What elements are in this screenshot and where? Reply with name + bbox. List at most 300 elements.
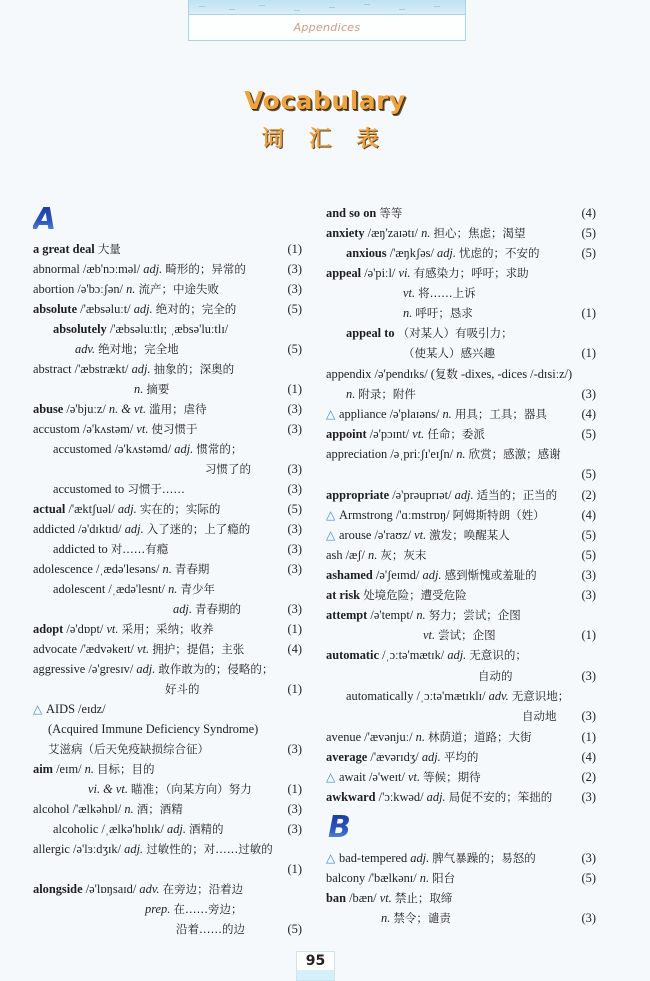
part-of-speech: n. <box>162 562 175 576</box>
chinese-definition: 实在的；实际的 <box>139 502 221 516</box>
part-of-speech: adj. <box>131 362 154 376</box>
vocabulary-entry <box>33 321 302 337</box>
chinese-definition: 禁令；谴责 <box>393 911 451 925</box>
unit-number: (4) <box>581 407 596 421</box>
unit-number: (4) <box>581 750 596 764</box>
chinese-definition: 青春期 <box>174 562 210 576</box>
part-of-speech: n. <box>124 802 137 816</box>
entry-segment: appreciation /əˌpriːʃɪ'eɪʃn/ <box>326 447 457 461</box>
chinese-definition: 艾滋病（后天免疫缺损综合征） <box>48 742 209 756</box>
part-of-speech: vi. <box>398 266 414 280</box>
entry-text <box>346 245 540 261</box>
chinese-definition: 脾气暴躁的；易怒的 <box>432 851 536 865</box>
headword: aim <box>33 762 57 776</box>
part-of-speech: adj. <box>143 262 166 276</box>
headword: attempt <box>326 608 371 622</box>
triangle-icon: △ <box>326 508 340 522</box>
part-of-speech: n. <box>346 387 359 401</box>
vocabulary-entry <box>33 281 302 297</box>
headword: automatic <box>326 648 383 662</box>
entry-segment: ash /æʃ/ <box>326 548 368 562</box>
entry-text <box>326 547 426 563</box>
vocabulary-entry <box>33 721 302 737</box>
entry-text <box>326 487 557 503</box>
entry-text <box>53 481 185 497</box>
chinese-definition: 对……有瘾 <box>110 542 169 556</box>
entry-text <box>33 881 243 897</box>
entry-text <box>134 381 169 397</box>
entry-text <box>326 205 402 221</box>
vocabulary-entry <box>326 769 596 785</box>
vocabulary-entry <box>33 601 302 617</box>
part-of-speech: n. <box>84 762 98 776</box>
part-of-speech: n. <box>456 447 469 461</box>
entry-segment: accustomed /ə'kʌstəmd/ <box>53 442 175 456</box>
page-number: 95 <box>305 953 326 969</box>
entry-text <box>403 345 495 361</box>
entry-text <box>33 801 183 817</box>
vocabulary-entry <box>33 701 302 717</box>
triangle-icon: △ <box>326 851 340 865</box>
chinese-definition: 好斗的 <box>165 682 200 696</box>
entry-text <box>33 361 234 377</box>
entry-text <box>75 341 179 357</box>
part-of-speech: adj. <box>422 568 445 582</box>
unit-number: (3) <box>287 402 302 416</box>
chinese-definition: 青春期的 <box>195 602 242 616</box>
entry-segment: await /ə'weɪt/ <box>339 770 409 784</box>
vocabulary-entry <box>326 466 596 482</box>
entry-text <box>326 587 467 603</box>
headword: absolutely <box>53 322 110 336</box>
chinese-definition: 尝试；企图 <box>438 628 496 642</box>
entry-segment: appendix /ə'pendɪks/ ( <box>326 367 435 381</box>
part-of-speech: vt. <box>412 427 428 441</box>
page-title: Vocabulary <box>244 86 406 115</box>
entry-segment: abnormal /æb'nɔːməl/ <box>33 262 144 276</box>
headword: awkward <box>326 790 379 804</box>
vocabulary-entry <box>326 305 596 321</box>
unit-number: (3) <box>581 851 596 865</box>
entry-segment: /'æktʃuəl/ <box>68 502 118 516</box>
entry-segment: /ə'dɒpt/ <box>66 622 107 636</box>
entry-segment: aggressive /ə'gresɪv/ <box>33 662 137 676</box>
unit-number: (5) <box>287 342 302 356</box>
entry-text <box>48 741 209 757</box>
vocabulary-entry <box>326 507 596 523</box>
entry-text <box>145 901 242 917</box>
chinese-definition: 灰；灰末 <box>380 548 427 562</box>
chinese-definition: 抽象的；深奥的 <box>153 362 235 376</box>
entry-segment: automatically /ˌɔːtə'mætɪklɪ/ <box>346 689 489 703</box>
section-label: Appendices <box>293 21 361 34</box>
unit-number: (5) <box>581 226 596 240</box>
chinese-definition: 在……旁边； <box>173 902 243 916</box>
vocabulary-entry <box>326 607 596 623</box>
unit-number: (3) <box>287 822 302 836</box>
part-of-speech: adj. <box>117 502 140 516</box>
unit-number: (5) <box>287 302 302 316</box>
entry-text <box>326 769 481 785</box>
chinese-definition: 努力；尝试；企图 <box>428 608 521 622</box>
entry-segment: /ə'prəuprɪət/ <box>392 488 455 502</box>
headword: appropriate <box>326 488 393 502</box>
entry-text <box>522 708 557 724</box>
headword: ban <box>326 891 350 905</box>
vocabulary-entry <box>33 341 302 357</box>
chinese-definition: 入了迷的；上了瘾的 <box>146 522 251 536</box>
vocabulary-entry <box>326 890 596 906</box>
vocabulary-entry <box>326 345 596 361</box>
part-of-speech: vi. & vt. <box>88 782 132 796</box>
unit-number: (5) <box>581 467 596 481</box>
vocabulary-entry <box>33 541 302 557</box>
appendices-header <box>188 0 466 41</box>
chinese-definition: 自动地 <box>522 709 557 723</box>
part-of-speech: n. & vt. <box>108 402 150 416</box>
triangle-icon: △ <box>326 770 340 784</box>
chinese-definition: 局促不安的；笨拙的 <box>448 790 553 804</box>
part-of-speech: n. <box>381 911 394 925</box>
entry-segment: alcohol /'ælkəhɒl/ <box>33 802 125 816</box>
vocabulary-entry <box>326 870 596 886</box>
vocabulary-entry <box>326 749 596 765</box>
entry-segment: appliance /ə'plaɪəns/ <box>339 407 443 421</box>
headword: average <box>326 750 371 764</box>
chinese-definition: 处境危险；遭受危险 <box>363 588 467 602</box>
chinese-definition: 绝对地；完全地 <box>98 342 179 356</box>
chinese-definition: 感到惭愧或羞耻的 <box>444 568 537 582</box>
entry-text <box>326 850 536 866</box>
entry-text <box>53 821 224 837</box>
section-letter-b: B <box>328 810 351 845</box>
vocabulary-entry <box>33 501 302 517</box>
entry-text <box>326 789 552 805</box>
part-of-speech: adv. <box>139 882 163 896</box>
unit-number: (5) <box>581 871 596 885</box>
headword: alongside <box>33 882 86 896</box>
part-of-speech: n. <box>134 382 147 396</box>
chinese-definition: 敢作敢为的；侵略的； <box>158 662 274 676</box>
chinese-definition: 畸形的；异常的 <box>165 262 246 276</box>
entry-text <box>33 301 236 317</box>
vocabulary-entry <box>326 789 596 805</box>
vocabulary-entry <box>33 861 302 877</box>
entry-text <box>326 647 527 663</box>
entry-text <box>326 366 572 382</box>
part-of-speech: vt. <box>414 528 430 542</box>
part-of-speech: n. <box>416 608 429 622</box>
vocabulary-entry <box>326 729 596 745</box>
entry-segment: bad-tempered <box>339 851 411 865</box>
vocabulary-entry <box>33 641 302 657</box>
entry-text <box>346 688 569 704</box>
unit-number: (3) <box>287 422 302 436</box>
unit-number: (3) <box>287 742 302 756</box>
part-of-speech: adj. <box>124 522 147 536</box>
vocabulary-entry <box>326 668 596 684</box>
unit-number: (5) <box>581 427 596 441</box>
entry-text <box>326 426 485 442</box>
entry-segment: arouse /ə'raʊz/ <box>339 528 415 542</box>
vocabulary-entry <box>326 386 596 402</box>
entry-text <box>381 910 451 926</box>
entry-segment: AIDS /eɪdz/ <box>46 702 106 716</box>
part-of-speech: n. <box>442 407 455 421</box>
entry-segment: Armstrong /'ɑːmstrɒŋ/ <box>339 508 453 522</box>
vocabulary-entry <box>33 661 302 677</box>
headword: appeal to <box>346 326 398 340</box>
vocabulary-entry <box>326 688 596 704</box>
vocabulary-entry <box>326 285 596 301</box>
entry-segment: addicted to <box>53 542 111 556</box>
unit-number: (1) <box>287 862 302 876</box>
entry-segment: /ə'tempt/ <box>370 608 417 622</box>
entry-segment: abstract /'æbstrækt/ <box>33 362 132 376</box>
entry-segment: adolescent /ˌædə'lesnt/ <box>53 582 169 596</box>
vocabulary-entry <box>326 487 596 503</box>
part-of-speech: vt. <box>408 770 424 784</box>
vocabulary-entry <box>326 205 596 221</box>
entry-text <box>326 265 529 281</box>
entry-text <box>326 749 478 765</box>
chinese-definition: 目标；目的 <box>97 762 155 776</box>
part-of-speech: adj. <box>174 442 197 456</box>
chinese-definition: 习惯了的 <box>205 462 251 476</box>
vocabulary-entry <box>326 850 596 866</box>
vocabulary-entry <box>326 547 596 563</box>
triangle-icon: △ <box>33 702 47 716</box>
unit-number: (4) <box>581 508 596 522</box>
chinese-definition: 使习惯于 <box>151 422 198 436</box>
entry-segment: /æŋ'zaɪətɪ/ <box>367 226 422 240</box>
unit-number: (1) <box>581 628 596 642</box>
vocabulary-entry <box>33 381 302 397</box>
unit-number: (1) <box>581 346 596 360</box>
unit-number: (5) <box>581 548 596 562</box>
part-of-speech: n. <box>168 582 181 596</box>
part-of-speech: vt. <box>137 642 153 656</box>
vocabulary-entry <box>326 406 596 422</box>
entry-segment: /ə'lɒŋsaɪd/ <box>85 882 140 896</box>
unit-number: (2) <box>581 488 596 502</box>
chinese-definition: 青少年 <box>180 582 215 596</box>
entry-segment: /'æbsəluːt/ <box>80 302 134 316</box>
part-of-speech: prep. <box>145 902 174 916</box>
vocabulary-entry <box>33 881 302 897</box>
chinese-definition: 有感染力；呼吁；求助 <box>413 266 529 280</box>
chinese-definition: 瞄准；（向某方向）努力 <box>131 782 252 796</box>
unit-number: (1) <box>287 242 302 256</box>
entry-segment: /'ɔːkwəd/ <box>378 790 427 804</box>
entry-text <box>33 621 214 637</box>
entry-text <box>33 261 246 277</box>
unit-number: (1) <box>287 782 302 796</box>
chinese-definition: 摘要 <box>146 382 170 396</box>
part-of-speech: adj. <box>133 302 156 316</box>
entry-segment: /bæn/ <box>349 891 380 905</box>
vocabulary-entry <box>33 901 302 917</box>
unit-number: (3) <box>287 562 302 576</box>
entry-segment: allergic /ə'lɜːdʒɪk/ <box>33 842 125 856</box>
entry-segment: /'ævərɪdʒ/ <box>370 750 422 764</box>
headword: adopt <box>33 622 67 636</box>
entry-segment: advocate /'ædvəkeɪt/ <box>33 642 138 656</box>
vocabulary-entry <box>326 426 596 442</box>
vocabulary-entry <box>33 401 302 417</box>
vocabulary-entry <box>326 627 596 643</box>
part-of-speech: n. <box>421 226 434 240</box>
entry-text <box>33 561 209 577</box>
unit-number: (3) <box>287 522 302 536</box>
entry-segment: alcoholic /ˌælkə'hɒlɪk/ <box>53 822 168 836</box>
vocabulary-entry <box>33 801 302 817</box>
entry-segment: /'æŋkʃəs/ <box>389 246 437 260</box>
part-of-speech: n. <box>403 306 416 320</box>
unit-number: (3) <box>581 790 596 804</box>
part-of-speech: adj. <box>124 842 147 856</box>
entry-text <box>173 601 241 617</box>
unit-number: (3) <box>287 282 302 296</box>
vocabulary-entry <box>326 225 596 241</box>
part-of-speech: adj. <box>167 822 190 836</box>
unit-number: (5) <box>287 922 302 936</box>
part-of-speech: adj. <box>447 648 470 662</box>
entry-text <box>403 285 476 301</box>
vocabulary-entry <box>326 325 596 341</box>
entry-text <box>326 406 547 422</box>
part-of-speech: vt. <box>136 422 152 436</box>
entry-text <box>165 681 200 697</box>
unit-number: (3) <box>581 387 596 401</box>
part-of-speech: adj. <box>437 246 460 260</box>
headword: a great deal <box>33 242 98 256</box>
unit-number: (3) <box>287 542 302 556</box>
unit-number: (5) <box>581 246 596 260</box>
entry-text <box>326 225 525 241</box>
chinese-definition: 习惯于…… <box>127 482 185 496</box>
vocabulary-entry <box>33 481 302 497</box>
chinese-definition: 忧虑的；不安的 <box>459 246 540 260</box>
chinese-definition: （对某人）有吸引力； <box>397 326 513 340</box>
entry-text <box>205 461 251 477</box>
unit-number: (4) <box>581 206 596 220</box>
entry-segment: /ə'pɔɪnt/ <box>369 427 413 441</box>
entry-text <box>326 870 455 886</box>
chinese-definition: 过敏性的；对……过敏的 <box>146 842 273 856</box>
entry-text <box>33 241 121 257</box>
entry-text <box>33 841 273 857</box>
headword: anxious <box>346 246 390 260</box>
vocabulary-entry <box>326 647 596 663</box>
part-of-speech: vt. <box>403 286 419 300</box>
chinese-definition: 激发；唤醒某人 <box>429 528 510 542</box>
chinese-definition: （使某人）感兴趣 <box>403 346 495 360</box>
entry-text <box>403 305 473 321</box>
vocabulary-entry <box>326 245 596 261</box>
entry-text <box>53 541 168 557</box>
entry-text <box>53 321 228 337</box>
unit-number: (3) <box>581 669 596 683</box>
entry-text <box>326 890 452 906</box>
chinese-definition: 林荫道；道路；大街 <box>428 730 532 744</box>
entry-segment: balcony /'bælkənɪ/ <box>326 871 420 885</box>
part-of-speech: adj. <box>173 602 196 616</box>
entry-text <box>53 581 215 597</box>
unit-number: (3) <box>287 602 302 616</box>
unit-number: (3) <box>581 911 596 925</box>
water-banner <box>189 0 465 15</box>
chinese-definition: 平均的 <box>443 750 479 764</box>
chinese-definition: 沿着……的边 <box>176 922 245 936</box>
unit-number: (2) <box>581 770 596 784</box>
entry-text <box>478 668 513 684</box>
entry-text <box>33 401 207 417</box>
vocabulary-entry <box>33 621 302 637</box>
entry-text <box>326 507 545 523</box>
vocabulary-entry <box>33 741 302 757</box>
entry-text <box>33 501 220 517</box>
part-of-speech: adj. <box>454 488 477 502</box>
chinese-definition: 绝对的；完全的 <box>155 302 237 316</box>
entry-segment: adolescence /ˌædə'lesəns/ <box>33 562 163 576</box>
part-of-speech: n. <box>415 730 429 744</box>
entry-segment: /ə'ʃeɪmd/ <box>375 568 423 582</box>
entry-segment: /eɪm/ <box>56 762 85 776</box>
vocabulary-entry <box>33 821 302 837</box>
entry-text <box>33 701 106 717</box>
vocabulary-entry <box>33 521 302 537</box>
chinese-definition: 采用；采纳；收养 <box>121 622 214 636</box>
vocabulary-entry <box>33 261 302 277</box>
unit-number: (4) <box>287 642 302 656</box>
entry-segment: accustomed to <box>53 482 128 496</box>
part-of-speech: adj. <box>410 851 433 865</box>
section-letter-a: A <box>33 202 57 237</box>
headword: appeal <box>326 266 365 280</box>
unit-number: (3) <box>287 462 302 476</box>
entry-text <box>176 921 245 937</box>
headword: actual <box>33 502 69 516</box>
headword: and so on <box>326 206 380 220</box>
entry-text <box>33 421 198 437</box>
part-of-speech: adv. <box>488 689 512 703</box>
unit-number: (3) <box>581 588 596 602</box>
chinese-definition: 无意识的； <box>469 648 527 662</box>
unit-number: (5) <box>287 502 302 516</box>
headword: ashamed <box>326 568 376 582</box>
chinese-definition: 阿姆斯特朗（姓） <box>452 508 545 522</box>
entry-text <box>33 661 273 677</box>
chinese-definition: 滥用；虐待 <box>149 402 207 416</box>
page-title-chinese: 词 汇 表 <box>261 126 389 151</box>
unit-number: (1) <box>581 306 596 320</box>
unit-number: (3) <box>581 568 596 582</box>
vocabulary-entry <box>33 921 302 937</box>
vocabulary-entry <box>33 841 302 857</box>
vocabulary-entry <box>33 781 302 797</box>
entry-text <box>326 729 532 745</box>
part-of-speech: vt. <box>423 628 439 642</box>
chinese-definition: 拥护；提倡；主张 <box>152 642 245 656</box>
headword: at risk <box>326 588 364 602</box>
entry-text <box>33 281 219 297</box>
chinese-definition: 流产；中途失败 <box>138 282 219 296</box>
chinese-definition: 酒精的 <box>189 822 224 836</box>
vocabulary-entry <box>326 366 596 382</box>
vocabulary-entry <box>326 708 596 724</box>
vocabulary-entry <box>33 301 302 317</box>
